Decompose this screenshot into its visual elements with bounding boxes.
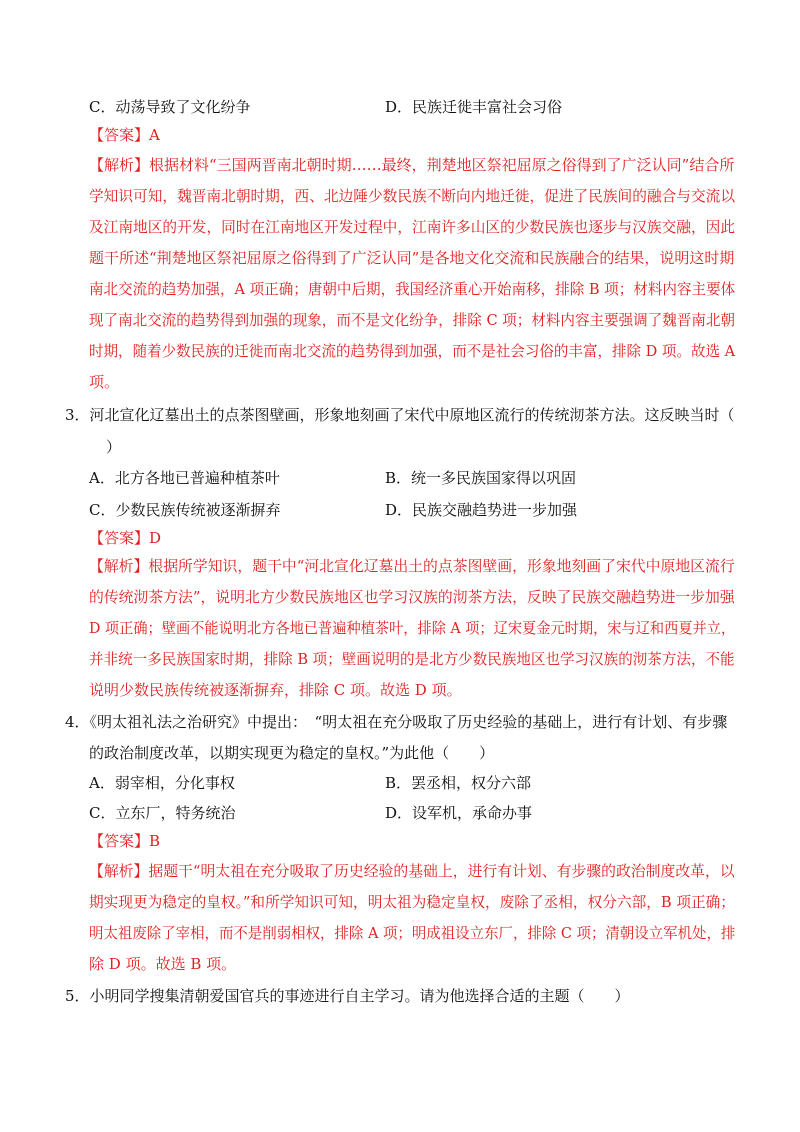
- q4-option-c: C．立东厂，特务统治: [89, 804, 236, 822]
- q4-analysis-line: 期实现更为稳定的皇权。”和所学知识可知，明太祖为稳定皇权，废除了丞相，权分六部，B 项正确；: [89, 893, 735, 911]
- q2-analysis-line: 时期，随着少数民族的迁徙而南北交流的趋势得到加强，而不是社会习俗的丰富，排除 D 项。故选 A: [89, 342, 736, 360]
- q2-analysis-line: 项。: [89, 373, 120, 391]
- q4-stem-line: 4．《明太祖礼法之治研究》中提出： “明太祖在充分吸取了历史经验的基础上，进行有计划、有步骤: [65, 713, 728, 731]
- q2-analysis-line: 【解析】根据材料“三国两晋南北朝时期……最终，荆楚地区祭祀屈原之俗得到了广泛认同”结合所: [89, 156, 735, 174]
- q2-analysis-line: 及江南地区的开发，同时在江南地区开发过程中，江南许多山区的少数民族也逐步与汉族交融，因此: [89, 218, 736, 236]
- q2-option-d: D．民族迁徙丰富社会习俗: [385, 98, 563, 116]
- q3-stem-line: 3．河北宣化辽墓出土的点茶图壁画，形象地刻画了宋代中原地区流行的传统沏茶方法。这反映当时（: [65, 406, 735, 424]
- q4-stem-line: 的政治制度改革，以期实现更为稳定的皇权。”为此他（ ）: [89, 744, 495, 762]
- q3-option-c: C．少数民族传统被逐渐摒弃: [89, 501, 281, 519]
- q3-option-d: D．民族交融趋势进一步加强: [385, 501, 578, 519]
- q3-analysis-line: 【解析】根据所学知识，题干中“河北宣化辽墓出土的点茶图壁画，形象地刻画了宋代中原地区流行: [89, 557, 735, 575]
- q4-option-d: D．设军机，承命办事: [385, 804, 533, 822]
- q2-analysis-line: 现了南北交流的趋势得到加强的现象，而不是文化纷争，排除 C 项；材料内容主要强调了魏晋南北朝: [89, 311, 736, 329]
- q2-option-c: C．动荡导致了文化纷争: [89, 98, 251, 116]
- q2-analysis-line: 南北交流的趋势加强，A 项正确；唐朝中后期，我国经济重心开始南移，排除 B 项；材料内容主要体: [89, 280, 736, 298]
- q4-option-b: B．罢丞相，权分六部: [385, 774, 532, 792]
- q3-stem-line: ）: [106, 438, 122, 456]
- q5-stem-line: 5．小明同学搜集清朝爱国官兵的事迹进行自主学习。请为他选择合适的主题（ ）: [65, 987, 630, 1005]
- q4-option-a: A．弱宰相，分化事权: [89, 774, 235, 792]
- q2-analysis-line: 题干所述“荆楚地区祭祀屈原之俗得到了广泛认同”是各地文化交流和民族融合的结果，说明这时期: [89, 249, 735, 267]
- q4-analysis-line: 明太祖废除了宰相，而不是削弱相权，排除 A 项；明成祖设立东厂，排除 C 项；清朝设立军机处，排: [89, 924, 736, 942]
- q2-answer: 【答案】A: [89, 126, 160, 144]
- q3-option-a: A．北方各地已普遍种植茶叶: [89, 469, 280, 487]
- q3-option-b: B．统一多民族国家得以巩固: [385, 469, 577, 487]
- q4-analysis-line: 【解析】据题干“明太祖在充分吸取了历史经验的基础上，进行有计划、有步骤的政治制度改革，以: [89, 862, 735, 880]
- q3-analysis-line: D 项正确；壁画不能说明北方各地已普遍种植茶叶，排除 A 项；辽宋夏金元时期，宋与辽和西夏并立，: [89, 619, 736, 637]
- q3-analysis-line: 并非统一多民族国家时期，排除 B 项；壁画说明的是北方少数民族地区也学习汉族的沏茶方法，不能: [89, 650, 735, 668]
- q4-answer: 【答案】B: [89, 832, 161, 850]
- q3-analysis-line: 的传统沏茶方法”，说明北方少数民族地区也学习汉族的沏茶方法，反映了民族交融趋势进一步加强: [89, 588, 735, 606]
- q3-analysis-line: 说明少数民族传统被逐渐摒弃，排除 C 项。故选 D 项。: [89, 681, 462, 699]
- q2-analysis-line: 学知识可知，魏晋南北朝时期，西、北边陲少数民族不断向内地迁徙，促进了民族间的融合与交流以: [89, 187, 736, 205]
- q4-analysis-line: 除 D 项。故选 B 项。: [89, 955, 237, 973]
- q3-answer: 【答案】D: [89, 529, 162, 547]
